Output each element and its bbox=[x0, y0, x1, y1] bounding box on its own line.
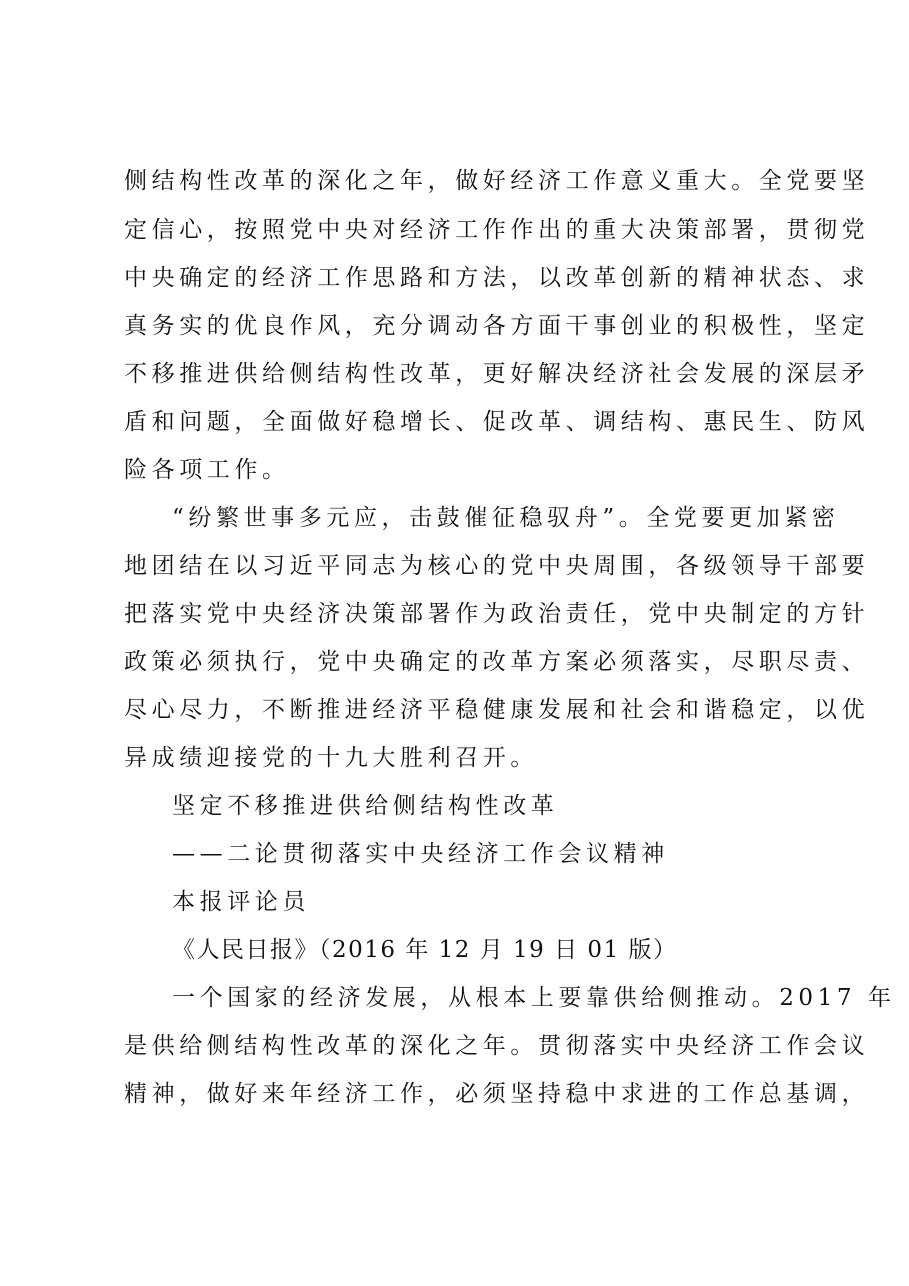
paragraph-line: 把落实党中央经济决策部署作为政治责任，党中央制定的方针 bbox=[124, 601, 870, 627]
author-line: 本报评论员 bbox=[172, 889, 310, 915]
paragraph-line: 异成绩迎接党的十九大胜利召开。 bbox=[124, 745, 538, 771]
article-title: 坚定不移推进供给侧结构性改革 bbox=[172, 793, 559, 819]
article-subtitle: ——二论贯彻落实中央经济工作会议精神 bbox=[172, 841, 669, 867]
paragraph-line: 真务实的优良作风，充分调动各方面干事创业的积极性，坚定 bbox=[124, 313, 870, 339]
paragraph-line: 不移推进供给侧结构性改革，更好解决经济社会发展的深层矛 bbox=[124, 361, 870, 387]
paragraph-line: 精神，做好来年经济工作，必须坚持稳中求进的工作总基调， bbox=[124, 1081, 870, 1107]
paragraph-line: 政策必须执行，党中央确定的改革方案必须落实，尽职尽责、 bbox=[124, 649, 870, 675]
paragraph-line: “纷繁世事多元应，击鼓催征稳驭舟”。全党要更加紧密 bbox=[172, 505, 840, 531]
paragraph-line: 盾和问题，全面做好稳增长、促改革、调结构、惠民生、防风 bbox=[124, 409, 870, 435]
paragraph-line: 一个国家的经济发展，从根本上要靠供给侧推动。2017 年 bbox=[172, 985, 896, 1011]
paragraph-line: 险各项工作。 bbox=[124, 457, 290, 483]
paragraph-line: 尽心尽力，不断推进经济平稳健康发展和社会和谐稳定，以优 bbox=[124, 697, 870, 723]
paragraph-line: 地团结在以习近平同志为核心的党中央周围，各级领导干部要 bbox=[124, 553, 870, 579]
paragraph-line: 是供给侧结构性改革的深化之年。贯彻落实中央经济工作会议 bbox=[124, 1033, 870, 1059]
paragraph-line: 定信心，按照党中央对经济工作作出的重大决策部署，贯彻党 bbox=[124, 217, 870, 243]
paragraph-line: 侧结构性改革的深化之年，做好经济工作意义重大。全党要坚 bbox=[124, 168, 870, 194]
source-line: 《人民日报》（2016 年 12 月 19 日 01 版） bbox=[172, 937, 678, 963]
paragraph-line: 中央确定的经济工作思路和方法，以改革创新的精神状态、求 bbox=[124, 265, 870, 291]
